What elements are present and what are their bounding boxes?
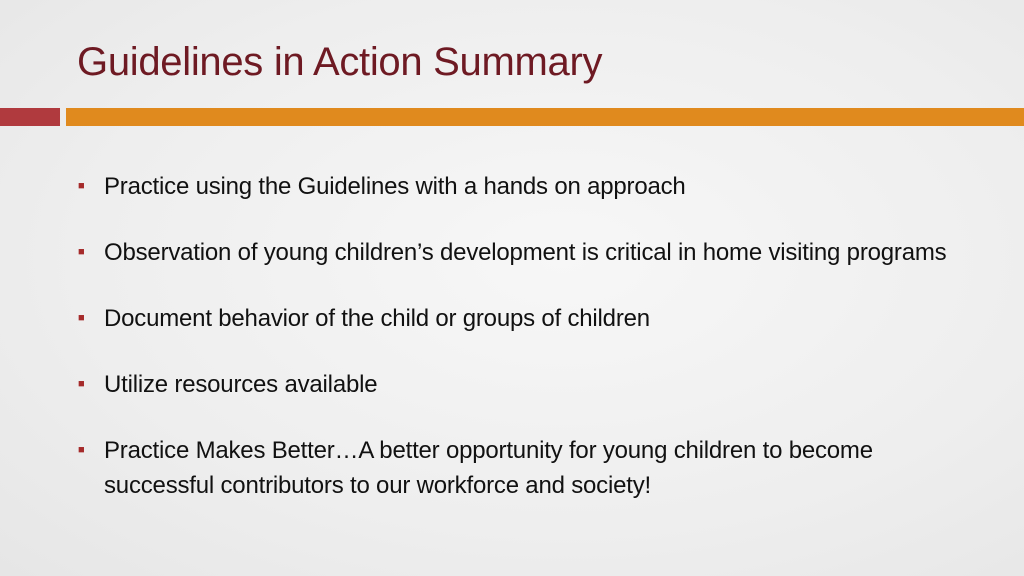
square-bullet-icon: ■: [78, 246, 85, 258]
bullet-text: Practice Makes Better…A better opportunity for young children to become successful contributors to our workforce and society!: [104, 437, 873, 499]
slide-title: Guidelines in Action Summary: [77, 40, 603, 84]
bullet-text: Observation of young children’s development is critical in home visiting programs: [104, 239, 947, 266]
bullet-item: [78, 367, 958, 402]
bullet-text: Practice using the Guidelines with a hands on approach: [104, 173, 686, 200]
bullet-text: Utilize resources available: [104, 371, 378, 398]
square-bullet-icon: ■: [78, 312, 85, 324]
title-accent-block: [0, 108, 60, 126]
square-bullet-icon: ■: [78, 378, 85, 390]
title-accent-bar: [66, 108, 1024, 126]
square-bullet-icon: ■: [78, 180, 85, 192]
bullet-list: [78, 169, 958, 534]
bullet-item: [78, 235, 958, 270]
square-bullet-icon: ■: [78, 444, 85, 456]
bullet-item: [78, 169, 958, 204]
bullet-item: [78, 433, 958, 503]
bullet-text: Document behavior of the child or groups of children: [104, 305, 650, 332]
bullet-item: [78, 301, 958, 336]
